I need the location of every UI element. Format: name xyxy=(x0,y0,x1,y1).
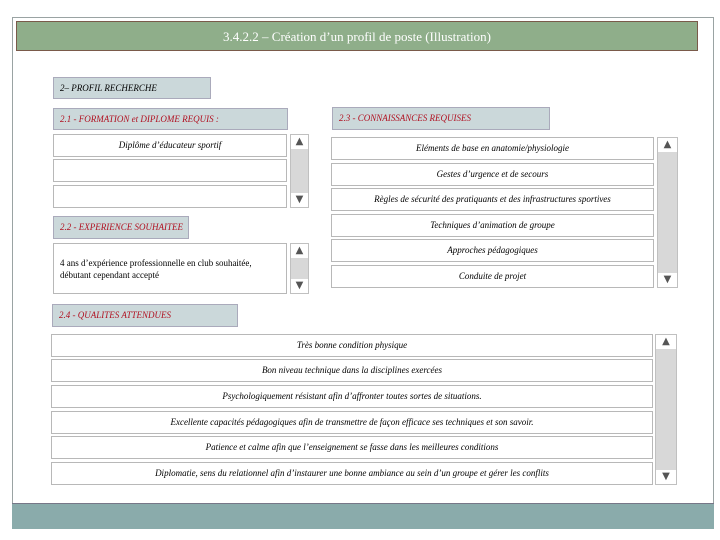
scroll-down-icon[interactable]: ▼ xyxy=(658,273,677,287)
qualites-scrollbar[interactable] xyxy=(655,334,677,485)
section-header: 2– PROFIL RECHERCHE xyxy=(53,77,211,99)
formation-header: 2.1 - FORMATION et DIPLOME REQUIS : xyxy=(53,108,288,130)
qualite-item[interactable]: Très bonne condition physique xyxy=(51,334,653,357)
footer-bar xyxy=(12,503,714,529)
qualite-item[interactable]: Bon niveau technique dans la disciplines exercées xyxy=(51,359,653,382)
scroll-down-icon[interactable]: ▼ xyxy=(291,193,308,207)
experience-text[interactable]: 4 ans d’expérience professionnelle en club souhaitée, débutant cependant accepté xyxy=(53,243,287,294)
scroll-down-icon[interactable]: ▼ xyxy=(656,470,676,484)
qualite-item[interactable]: Excellente capacités pédagogiques afin de transmettre de façon efficace ses techniques et son savoir. xyxy=(51,411,653,434)
page-title: 3.4.2.2 – Création d’un profil de poste (Illustration) xyxy=(16,21,698,51)
connaissances-header: 2.3 - CONNAISSANCES REQUISES xyxy=(332,107,550,130)
connaissance-item[interactable]: Eléments de base en anatomie/physiologie xyxy=(331,137,654,160)
connaissance-item[interactable]: Techniques d’animation de groupe xyxy=(331,214,654,237)
connaissance-item[interactable]: Approches pédagogiques xyxy=(331,239,654,262)
formation-item[interactable]: Diplôme d’éducateur sportif xyxy=(53,134,287,157)
qualite-item[interactable]: Psychologiquement résistant afin d’affronter toutes sortes de situations. xyxy=(51,385,653,408)
connaissances-scrollbar[interactable] xyxy=(657,137,678,288)
experience-scrollbar[interactable] xyxy=(290,243,309,294)
formation-item[interactable] xyxy=(53,159,287,182)
scroll-up-icon[interactable]: ▲ xyxy=(291,135,308,149)
formation-item[interactable] xyxy=(53,185,287,208)
experience-header: 2.2 - EXPERIENCE SOUHAITEE xyxy=(53,216,189,239)
qualites-header: 2.4 - QUALITES ATTENDUES xyxy=(52,304,238,327)
qualite-item[interactable]: Diplomatie, sens du relationnel afin d’instaurer une bonne ambiance au sein d’un groupe et gérer les conflits xyxy=(51,462,653,485)
scroll-up-icon[interactable]: ▲ xyxy=(656,335,676,349)
scroll-down-icon[interactable]: ▼ xyxy=(291,279,308,293)
scroll-up-icon[interactable]: ▲ xyxy=(658,138,677,152)
qualite-item[interactable]: Patience et calme afin que l’enseignement se fasse dans les meilleures conditions xyxy=(51,436,653,459)
connaissance-item[interactable]: Conduite de projet xyxy=(331,265,654,288)
connaissance-item[interactable]: Règles de sécurité des pratiquants et des infrastructures sportives xyxy=(331,188,654,211)
formation-scrollbar[interactable] xyxy=(290,134,309,208)
connaissance-item[interactable]: Gestes d’urgence et de secours xyxy=(331,163,654,186)
scroll-up-icon[interactable]: ▲ xyxy=(291,244,308,258)
